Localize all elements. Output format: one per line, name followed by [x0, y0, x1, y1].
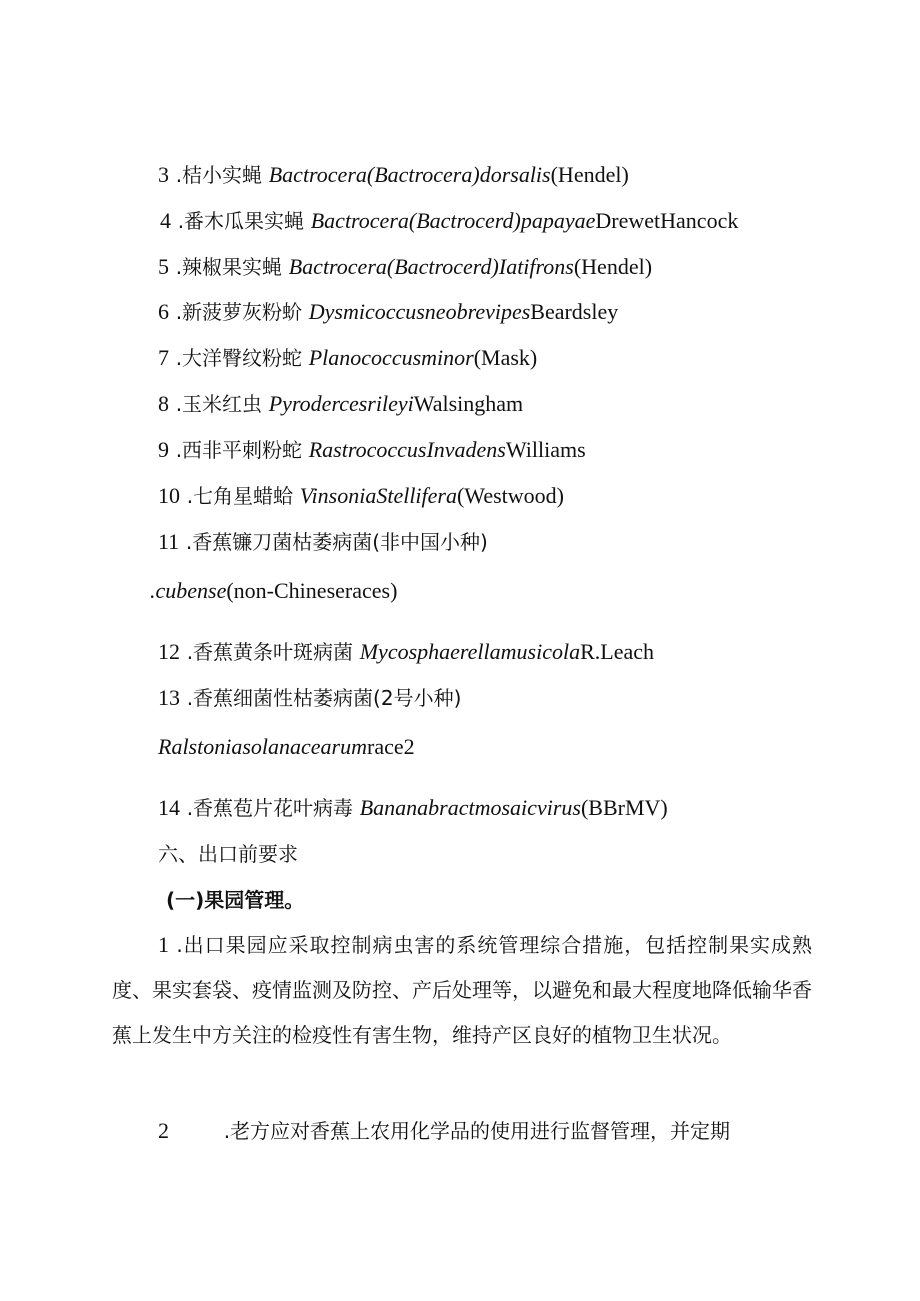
item-chinese-name: .桔小实蝇 [175, 163, 263, 187]
item-chinese-name: .西非平刺粉蛇 [175, 438, 303, 462]
item-scientific-name: Bactrocera(Bactrocera)dorsalis [268, 162, 551, 187]
list-item [158, 343, 537, 373]
item-number: 8 [158, 391, 169, 416]
item-number: 4 [160, 208, 171, 233]
item-scientific-name: Bactrocera(Bactrocerd)papayae [310, 208, 596, 233]
item-scientific-name: Bananabractmosaicvirus [359, 795, 581, 820]
list-item [158, 683, 461, 713]
item-author: DrewetHancock [595, 208, 739, 233]
item-scientific-name: Ralstoniasolanacearum [158, 734, 367, 759]
paragraph-number: 1 [158, 932, 169, 957]
item-author: (non-Chineseraces) [226, 578, 398, 603]
item-scientific-name: Mycosphaerellamusicola [359, 639, 581, 664]
item-author: Williams [505, 437, 586, 462]
item-chinese-name: .新菠萝灰粉蚧 [175, 300, 303, 324]
item-scientific-name: Bactrocera(Bactrocerd)Iatifrons [288, 254, 574, 279]
list-item [158, 160, 629, 190]
item-scientific-name: RastrococcusInvadens [308, 437, 506, 462]
item-number: 6 [158, 299, 169, 324]
item-author: (Mask) [473, 345, 538, 370]
item-scientific-name: Dysmicoccusneobrevipes [308, 299, 531, 324]
item-author: (Hendel) [573, 254, 653, 279]
item-chinese-name: .七角星蜡蛤 [186, 484, 294, 508]
paragraph-number: 2 [158, 1118, 169, 1143]
item-number: 9 [158, 437, 169, 462]
list-item-continuation [158, 732, 415, 762]
item-number: 13 [158, 685, 180, 710]
item-chinese-name: .香蕉黄条叶斑病菌 [186, 640, 354, 664]
item-author: (BBrMV) [580, 795, 668, 820]
list-item [158, 481, 564, 511]
item-number: 14 [158, 795, 180, 820]
subsection-heading: (一)果园管理。 [166, 888, 305, 912]
item-author: (Hendel) [550, 162, 629, 187]
item-chinese-name: .香蕉细菌性枯萎病菌(2号小种) [186, 686, 462, 710]
item-chinese-name: .玉米红虫 [175, 392, 263, 416]
paragraph [158, 1116, 730, 1146]
item-author: Beardsley [530, 299, 619, 324]
item-scientific-name: VinsoniaStellifera [299, 483, 457, 508]
item-author: race2 [367, 734, 415, 759]
item-chinese-name: .香蕉苞片花叶病毒 [186, 796, 354, 820]
item-number: 5 [158, 254, 169, 279]
list-item [160, 206, 738, 236]
item-author: (Westwood) [456, 483, 564, 508]
list-item [158, 793, 668, 823]
item-author: R.Leach [580, 639, 654, 664]
list-item [158, 389, 523, 419]
item-chinese-name: .大洋臀纹粉蛇 [175, 346, 303, 370]
item-chinese-name: .番木瓜果实蝇 [177, 209, 305, 233]
item-number: 7 [158, 345, 169, 370]
list-item [158, 637, 654, 667]
paragraph [112, 922, 812, 1058]
item-scientific-name: .cubense [150, 578, 227, 603]
item-scientific-name: Pyrodercesrileyi [268, 391, 414, 416]
item-author: Walsingham [413, 391, 524, 416]
item-chinese-name: .香蕉镰刀菌枯萎病菌(非中国小种) [185, 530, 488, 554]
item-number: 3 [158, 162, 169, 187]
item-scientific-name: Planococcusminor [308, 345, 474, 370]
item-chinese-name: .辣椒果实蝇 [175, 255, 283, 279]
paragraph-text: .出口果园应采取控制病虫害的系统管理综合措施，包括控制果实成熟度、果实套袋、疫情监测及防控、产后处理等，以避免和最大程度地降低输华香蕉上发生中方关注的检疫性有害生物，维持产区良好的植物卫生状况。 [112, 933, 813, 1047]
paragraph-text: .老方应对香蕉上农用化学品的使用进行监督管理，并定期 [223, 1119, 731, 1143]
list-item [158, 297, 618, 327]
list-item [158, 252, 652, 282]
item-number: 10 [158, 483, 180, 508]
item-number: 11 [158, 529, 180, 554]
list-item [158, 527, 488, 557]
list-item [158, 435, 586, 465]
item-number: 12 [158, 639, 180, 664]
list-item-continuation [150, 576, 397, 606]
section-heading: 六、出口前要求 [158, 842, 298, 866]
